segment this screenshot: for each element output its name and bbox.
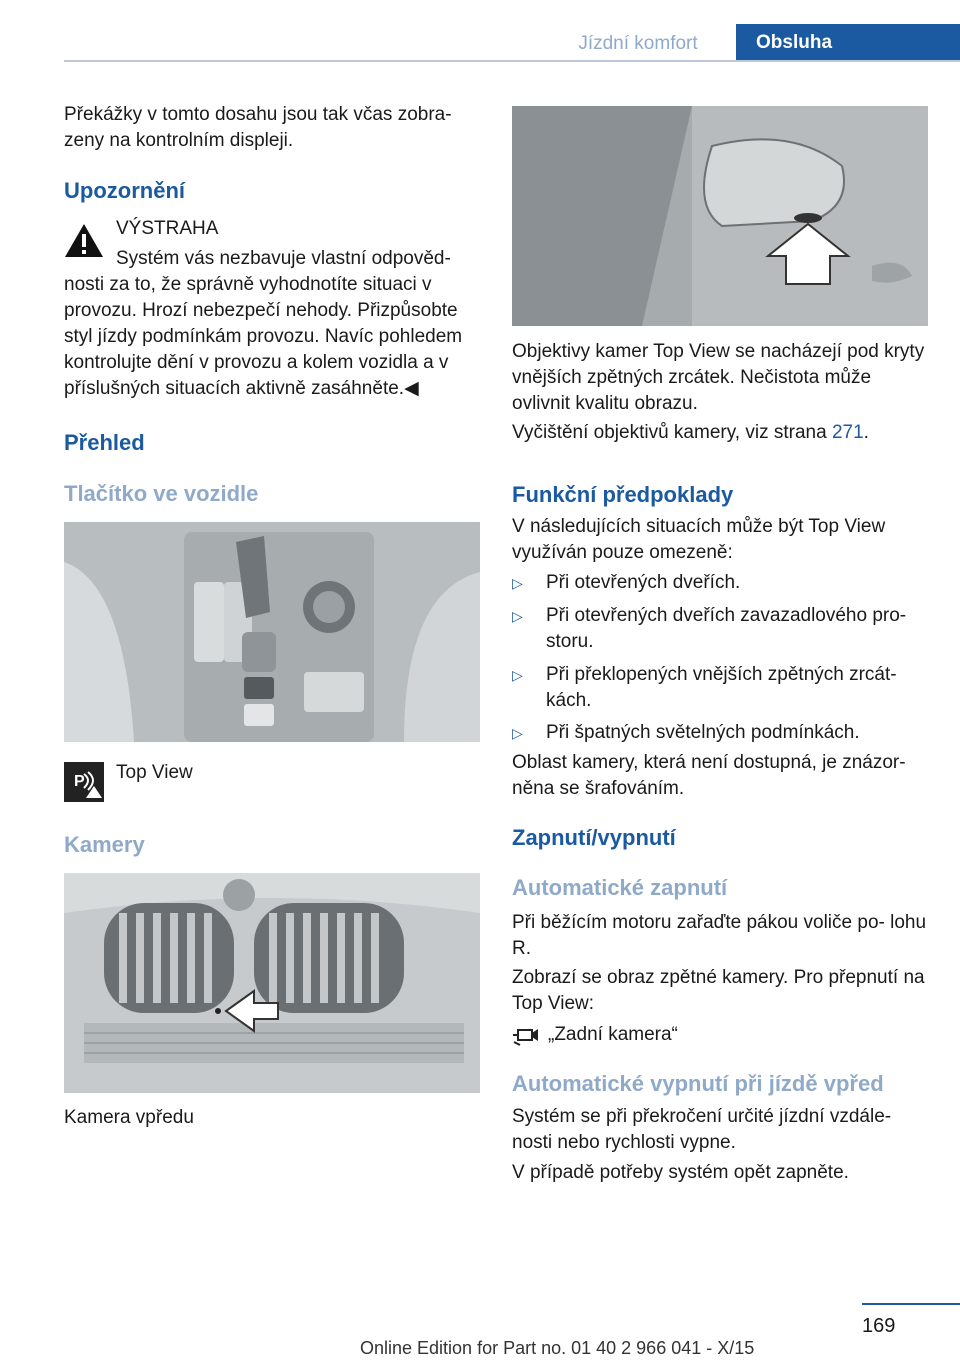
header-chapter: Obsluha xyxy=(736,24,960,62)
list-item-text: Při otevřených dveřích zavazadlového pro‐ storu. xyxy=(546,605,907,652)
onoff-heading: Zapnutí/vypnutí xyxy=(512,825,676,850)
intro-text: Překážky v tomto dosahu jsou tak včas zobra‐ zeny na kontrolním displeji. xyxy=(64,104,452,151)
cameras-heading: Kamery xyxy=(64,832,145,857)
auto-on-heading: Automatické zapnutí xyxy=(512,875,728,900)
list-item-text: Při otevřených dveřích. xyxy=(546,572,741,593)
cleaning-text xyxy=(512,420,928,446)
mirror-camera-photo xyxy=(512,106,928,326)
warning-text: Systém vás nezbavuje vlastní odpověd‐ nosti za to, že správně vyhodnotíte situaci v provozu. Hrozí nebezpečí nehody. Přizpůsobte styl jízdy podmínkám provozu. Navíc pohledem kontrolujte dění v provozu a kolem vozidla a v příslušných situacích aktivně zasáhněte.◀ xyxy=(64,248,463,399)
list-item-text: Při špatných světelných podmínkách. xyxy=(546,722,860,743)
top-view-icon xyxy=(64,762,104,802)
warning-title: VÝSTRAHA xyxy=(116,218,219,239)
svg-text:P: P xyxy=(74,773,85,790)
bullet-triangle-icon: ▷ xyxy=(512,575,523,591)
cleaning-text-label: Vyčištění objektivů kamery, viz strana xyxy=(512,422,827,443)
top-view-label: Top View xyxy=(116,762,193,783)
camera-icon xyxy=(512,1024,540,1046)
list-item-text: Při překlopených vnějších zpětných zrcát‐ kách. xyxy=(546,664,897,711)
overview-heading: Přehled xyxy=(64,430,145,455)
rear-cam-text: Zobrazí se obraz zpětné kamery. Pro přepnutí na Top View: xyxy=(512,967,925,1014)
header-section: Jízdní komfort xyxy=(578,33,698,54)
footer-rule xyxy=(862,1303,960,1305)
auto-off-text: Systém se při překročení určité jízdní vzdále‐ nosti nebo rychlosti vypne. xyxy=(512,1106,892,1153)
auto-on-text: Při běžícím motoru zařaďte pákou voliče po‐ lohu R. xyxy=(512,912,927,959)
cleaning-page-link[interactable]: 271 xyxy=(831,422,864,443)
page-number: 169 xyxy=(862,1315,896,1337)
func-heading: Funkční předpoklady xyxy=(512,482,734,507)
func-intro: V následujících situacích může být Top View využíván pouze omezeně: xyxy=(512,516,886,563)
warning-heading: Upozornění xyxy=(64,178,185,203)
button-heading: Tlačítko ve vozidle xyxy=(64,481,259,506)
header-rule xyxy=(64,60,960,62)
footer-edition: Online Edition for Part no. 01 40 2 966 041 - X/15 xyxy=(360,1338,755,1358)
auto-off-heading: Automatické vypnutí při jízdě vpřed xyxy=(512,1071,884,1096)
hatch-text: Oblast kamery, která není dostupná, je znázor‐ něna se šrafováním. xyxy=(512,752,906,799)
bullet-triangle-icon: ▷ xyxy=(512,725,523,741)
bullet-triangle-icon: ▷ xyxy=(512,667,523,683)
front-camera-photo xyxy=(64,873,480,1093)
console-photo xyxy=(64,522,480,742)
camera-location-text: Objektivy kamer Top View se nacházejí pod kryty vnějších zpětných zrcátek. Nečistota může ovlivnit kvalitu obrazu. xyxy=(512,341,925,414)
cleaning-text-end: . xyxy=(863,422,869,443)
bullet-triangle-icon: ▷ xyxy=(512,608,523,624)
reenable-text: V případě potřeby systém opět zapněte. xyxy=(512,1162,849,1183)
rear-cam-label: „Zadní kamera“ xyxy=(548,1024,678,1045)
front-camera-caption: Kamera vpředu xyxy=(64,1107,194,1128)
